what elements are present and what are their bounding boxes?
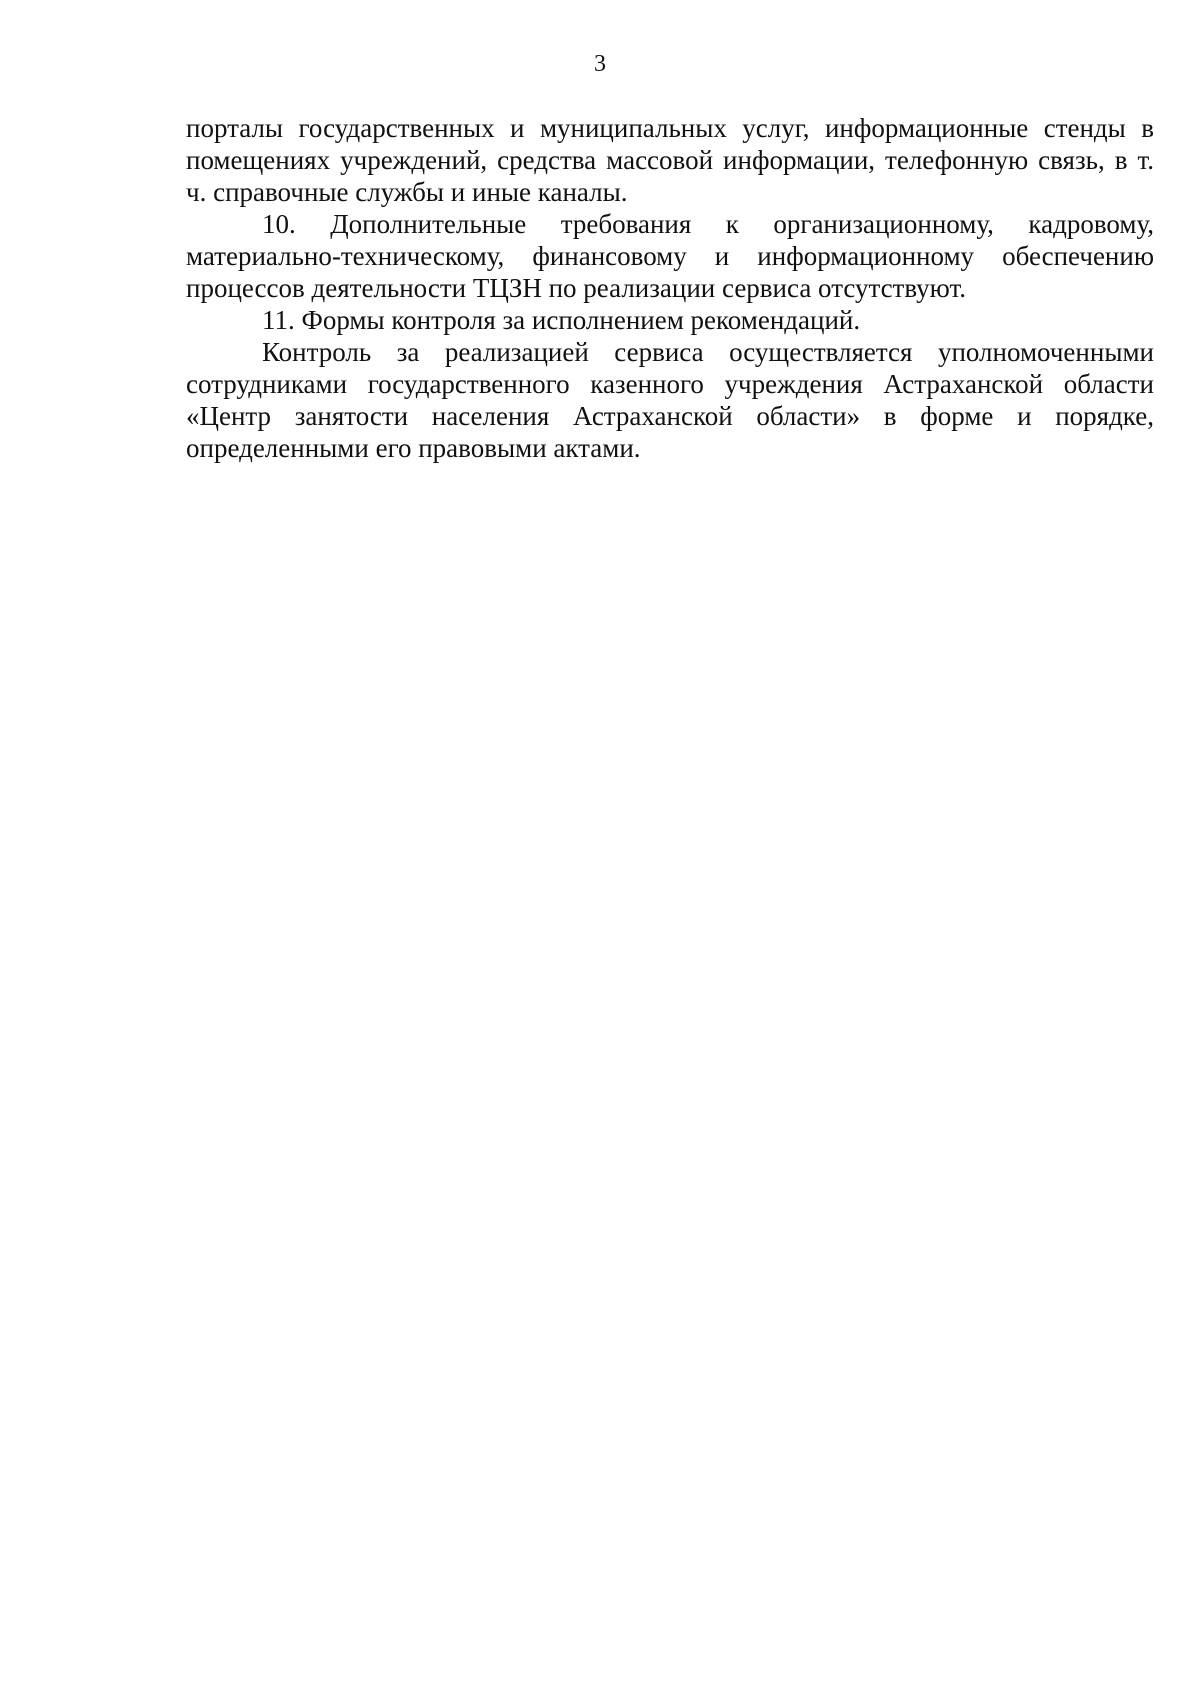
document-body	[186, 112, 1154, 464]
page-number: 3	[594, 51, 606, 77]
paragraph-channels-continued: порталы государственных и муниципальных услуг, информационные стенды в помещениях учреждений, средства массовой информации, телефонную связь, в т. ч. справочные службы и иные каналы.	[186, 113, 1154, 207]
paragraph-item-11-heading: 11. Формы контроля за исполнением рекомендаций.	[262, 305, 861, 335]
paragraph-item-10: 10. Дополнительные требования к организационному, кадровому, материально-техническому, финансовому и информационному обеспечению процессов деятельности ТЦЗН по реализации сервиса отсутствуют.	[186, 209, 1154, 303]
paragraph-control: Контроль за реализацией сервиса осуществляется уполномоченными сотрудниками государственного казенного учреждения Астраханской области «Центр занятости населения Астраханской области» в форме и порядке, определенными его правовыми актами.	[186, 337, 1154, 463]
